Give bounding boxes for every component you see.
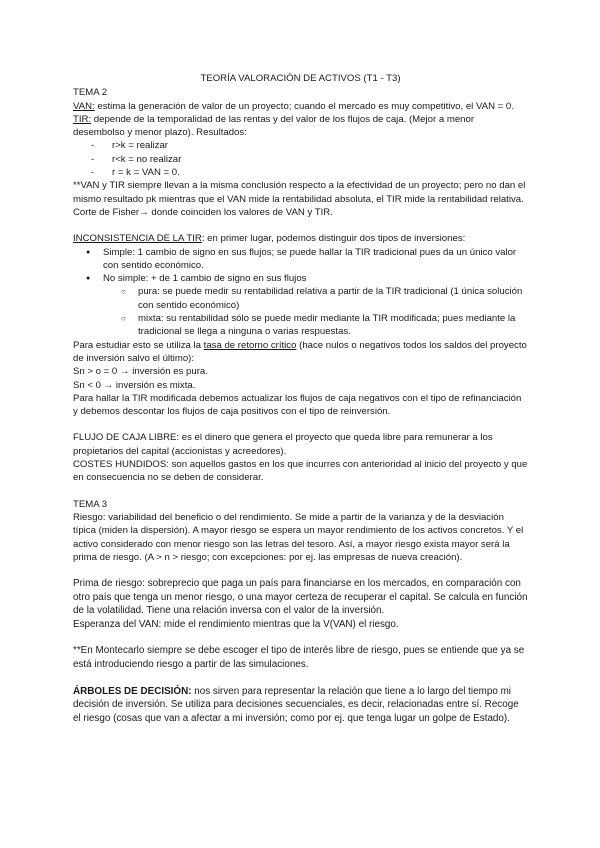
spacer — [73, 485, 528, 498]
list-item-pura: ○ pura: se puede medir su rentabilidad relativa a partir de la TIR tradicional (1 única solución con sentido económico) — [121, 285, 528, 312]
van-tir-note: **VAN y TIR siempre llevan a la misma conclusión respecto a la efectividad de un proyecto; pero no dan el mismo resultado pk mientras que el VAN mide la rentabilidad absoluta, el TIR mide la rentabilidad relativa. Corte de Fisher→ donde coinciden los valores de VAN y TIR. — [73, 180, 526, 218]
spacer — [73, 564, 528, 577]
spacer — [73, 631, 528, 644]
tasa-paragraph — [73, 339, 528, 366]
no-simple-sublist — [103, 285, 528, 338]
tir-results-list — [73, 139, 528, 179]
arboles-text: nos sirven para representar la relación que tiene a lo largo del tiempo mi decisión de inversión. Se utiliza para decisiones secuenciales, es decir, relacionadas entre sí. Recoge el riesgo (cosas que van a afectar a mi inversión; como por ej. que tenga lugar un golpe de Estado). — [73, 685, 519, 724]
list-item: - r = k = VAN = 0. — [91, 166, 528, 179]
spacer — [73, 219, 528, 232]
list-item: - r>k = realizar — [91, 139, 528, 152]
tema3-body — [73, 577, 528, 725]
list-item-mixta: ○ mixta: su rentabilidad sólo se puede medir mediante la TIR modificada; pues mediante la tradicional se llega a ninguna o varias respuestas. — [121, 312, 528, 339]
sn-negative: Sn < 0 → inversión es mixta. — [73, 379, 196, 391]
arboles-paragraph — [73, 685, 528, 726]
list-item-no-simple — [86, 272, 528, 338]
spacer — [73, 418, 528, 431]
tasa-label: tasa de retorno crítico — [203, 339, 297, 351]
tir-paragraph — [73, 113, 528, 140]
prima-riesgo-paragraph: Prima de riesgo: sobreprecio que paga un país para financiarse en los mercados, en comparación con otro país que tenga un menor riesgo, o una mayor certeza de recuperar el capital. Se calcula en función de la volatilidad. Tiene una relación inversa con el valor de la inversión. — [73, 578, 528, 617]
arboles-label: ÁRBOLES DE DECISIÓN: — [73, 685, 192, 697]
van-paragraph — [73, 100, 528, 113]
van-text: estima la generación de valor de un proyecto; cuando el mercado es muy competitivo, el VAN = 0. — [94, 100, 514, 112]
document-title: TEORÍA VALORACIÓN DE ACTIVOS (T1 - T3) — [200, 73, 401, 84]
tasa-pre: Para estudiar esto se utiliza la — [73, 339, 204, 351]
montecarlo-paragraph: **En Montecarlo siempre se debe escoger el tipo de interés libre de riesgo, pues se entiende que ya se está introduciendo riesgo a partir de las simulaciones. — [73, 645, 525, 671]
spacer — [73, 672, 528, 685]
tir-label: TIR: — [73, 113, 92, 125]
tir-text: depende de la temporalidad de las rentas y del valor de los flujos de caja. (Mejor a menor desembolso y menor plazo). Resultados: — [73, 113, 475, 139]
tir-modificada-paragraph: Para hallar la TIR modificada debemos actualizar los flujos de caja negativos con el tipo de refinanciación y debemos descontar los flujos de caja positivos con el tipo de reinversión. — [73, 392, 522, 418]
tasa-post: (hace nulos o negativos todos los saldos del proyecto de inversión salvo el último): — [73, 339, 527, 364]
van-label: VAN: — [73, 100, 95, 112]
investment-types-list — [73, 246, 528, 339]
costes-hundidos-paragraph: COSTES HUNDIDOS: son aquellos gastos en los que incurres con anterioridad al inicio del proyecto y que en consecuencia no se deben de considerar. — [73, 459, 528, 484]
esperanza-van-paragraph: Esperanza del VAN: mide el rendimiento mientras que la V(VAN) el riesgo. — [73, 618, 399, 630]
flujo-caja-paragraph: FLUJO DE CAJA LIBRE: es el dinero que genera el proyecto que queda libre para remunerar a los propietarios del capital (accionistas y acreedores). — [73, 432, 493, 457]
no-simple-text: No simple: + de 1 cambio de signo en sus flujos — [103, 273, 307, 285]
document-page — [73, 72, 528, 725]
riesgo-paragraph: Riesgo: variabilidad del beneficio o del rendimiento. Se mide a partir de la varianza y de la desviación típica (miden la dispersión). A mayor riesgo se espera un mayor rendimiento de los activos concretos. Y el activo considerado con menor riesgo son las letras del tesoro. Así, a mayor riesgo exista mayor será la prima de riesgo. (A > n > riesgo; con excepciones: por ej. las empresas de nueva creación). — [73, 511, 524, 563]
tema2-heading: TEMA 2 — [73, 87, 108, 99]
list-item-simple: ● Simple: 1 cambio de signo en sus flujos; se puede hallar la TIR tradicional pues da un único valor con sentido económico. — [86, 246, 528, 273]
list-item: - r<k = no realizar — [91, 153, 528, 166]
inconsistencia-paragraph — [73, 232, 528, 245]
inconsistencia-text: : en primer lugar, podemos distinguir dos tipos de inversiones: — [201, 233, 466, 245]
inconsistencia-label: INCONSISTENCIA DE LA TIR — [73, 233, 202, 245]
sn-positive: Sn > o = 0 → inversión es pura. — [73, 366, 208, 378]
tema3-heading: TEMA 3 — [73, 498, 108, 510]
